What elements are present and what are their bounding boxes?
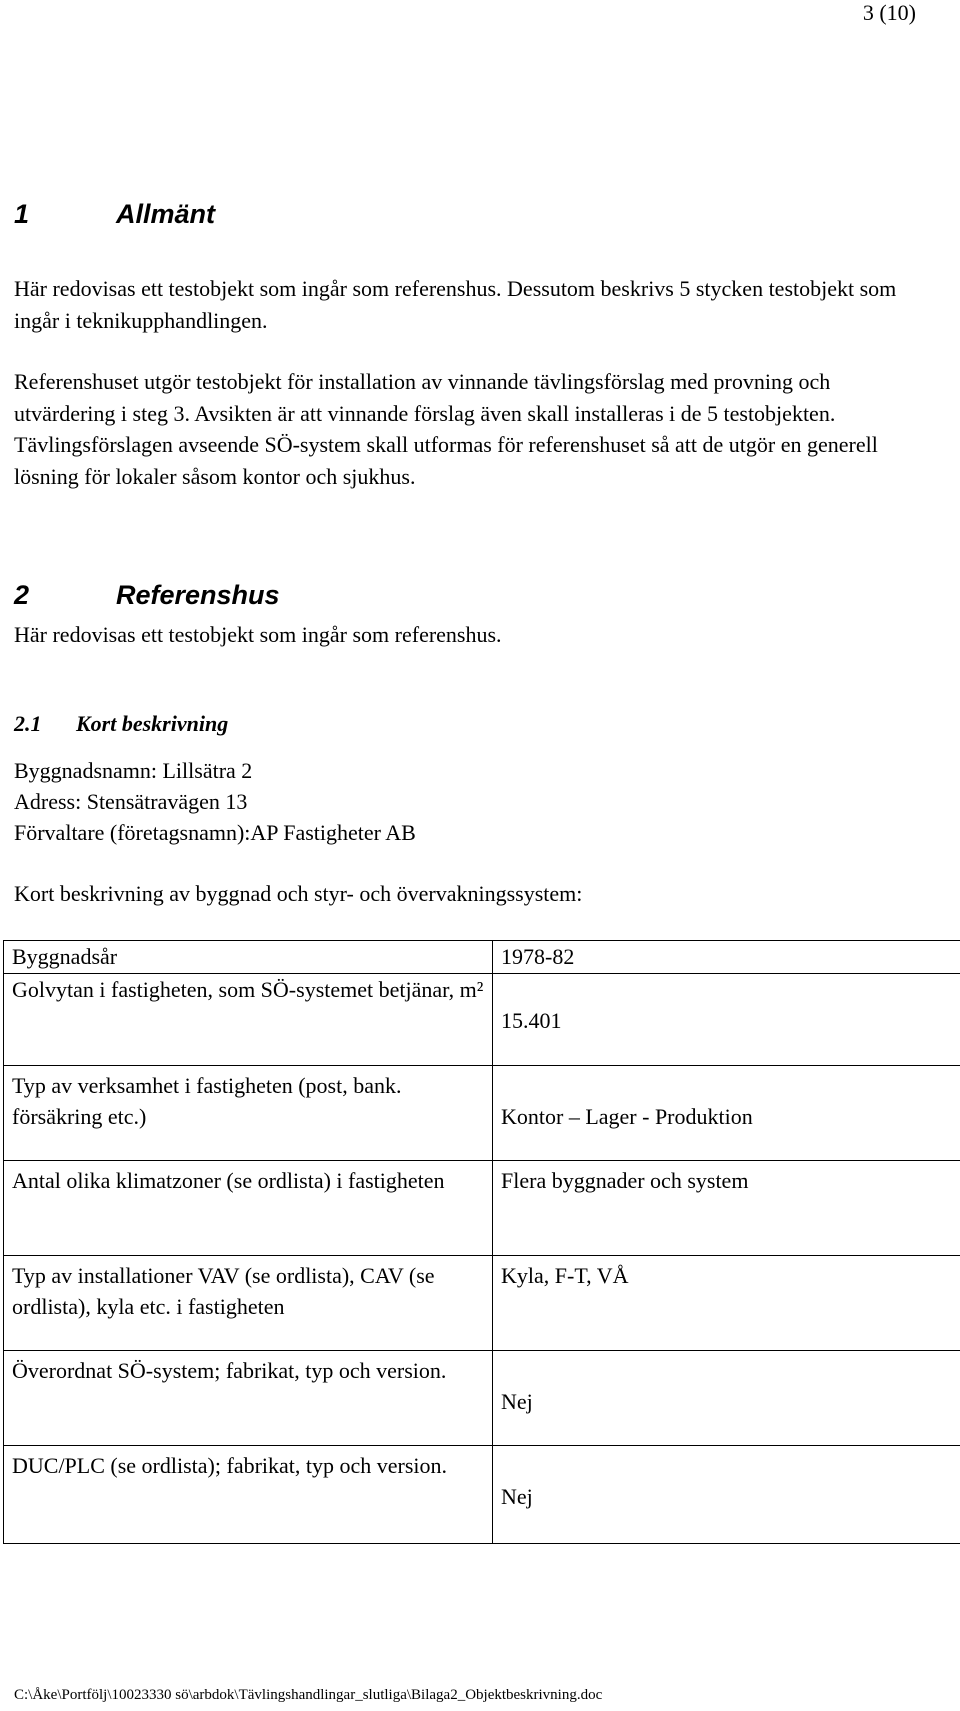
table-key-text: Typ av installationer VAV (se ordlista), CAV (se ordlista), kyla etc. i fastigheten: [12, 1263, 435, 1319]
section-2-1-heading: [14, 711, 228, 737]
table-key: [4, 1351, 493, 1446]
table-row: [4, 974, 960, 1066]
table-key: [4, 1161, 493, 1256]
description-heading: Kort beskrivning av byggnad och styr- och övervakningssystem:: [14, 881, 583, 906]
building-name: Byggnadsnamn: Lillsätra 2: [14, 758, 253, 783]
table-value-text: Kontor – Lager - Produktion: [501, 1104, 753, 1129]
table-value: [493, 1066, 960, 1161]
section-1-paragraph-1: Här redovisas ett testobjekt som ingår som referenshus. Dessutom beskrivs 5 stycken testobjekt som ingår i teknikupphandlingen.: [14, 276, 897, 333]
table-key: [4, 1446, 493, 1544]
table-value: [493, 1161, 960, 1256]
property-manager: Förvaltare (företagsnamn):AP Fastigheter AB: [14, 820, 416, 845]
footer-file-path: C:\Åke\Portfölj\10023330 sö\arbdok\Tävlingshandlingar_slutliga\Bilaga2_Objektbeskrivning.doc: [14, 1687, 603, 1703]
table-value-text: 15.401: [501, 1008, 562, 1033]
section-2-heading: [14, 580, 280, 611]
section-1-paragraph-2: Referenshuset utgör testobjekt för installation av vinnande tävlingsförslag med provning och utvärdering i steg 3. Avsikten är att vinnande förslag även skall installeras i de 5 testobjekten. Tävlingsförslagen avseende SÖ-system skall utformas för referenshuset så att de utgör en generell lösning för lokaler såsom kontor och sjukhus.: [14, 369, 878, 489]
table-value-text: Nej: [501, 1484, 533, 1509]
table-row: [4, 1446, 960, 1544]
section-2-title: Referenshus: [116, 580, 280, 610]
table-value-text: Nej: [501, 1389, 533, 1414]
building-properties-table: [3, 940, 960, 1544]
section-2-1-title: Kort beskrivning: [76, 711, 229, 736]
table-key-text: Överordnat SÖ-system; fabrikat, typ och version.: [12, 1358, 447, 1383]
section-1-heading: [14, 199, 215, 230]
table-value: [493, 974, 960, 1066]
table-key: [4, 1256, 493, 1351]
table-row: [4, 1161, 960, 1256]
table-key-text: DUC/PLC (se ordlista); fabrikat, typ och version.: [12, 1453, 448, 1478]
section-2-number: 2: [14, 580, 30, 610]
address: Adress: Stensätravägen 13: [14, 789, 248, 814]
section-2-1-number: 2.1: [14, 711, 42, 736]
section-1-number: 1: [14, 199, 30, 229]
table-key: Byggnadsår: [4, 941, 493, 974]
table-value: [493, 1446, 960, 1544]
table-row: [4, 941, 960, 974]
table-value: [493, 1351, 960, 1446]
page-number: 3 (10): [862, 0, 916, 25]
table-row: [4, 1256, 960, 1351]
table-value-text: Kyla, F-T, VÅ: [501, 1263, 629, 1288]
table-row: [4, 1066, 960, 1161]
table-row: [4, 1351, 960, 1446]
table-key-text: Typ av verksamhet i fastigheten (post, bank. försäkring etc.): [12, 1073, 402, 1129]
table-value-text: Flera byggnader och system: [501, 1168, 749, 1193]
table-value: [493, 1256, 960, 1351]
section-1-title: Allmänt: [116, 199, 216, 229]
section-2-paragraph: Här redovisas ett testobjekt som ingår som referenshus.: [14, 622, 502, 647]
table-value: 1978-82: [493, 941, 960, 974]
table-key: Golvytan i fastigheten, som SÖ-systemet betjänar, m²: [4, 974, 493, 1066]
table-key: [4, 1066, 493, 1161]
table-key-text: Antal olika klimatzoner (se ordlista) i fastigheten: [12, 1168, 445, 1193]
